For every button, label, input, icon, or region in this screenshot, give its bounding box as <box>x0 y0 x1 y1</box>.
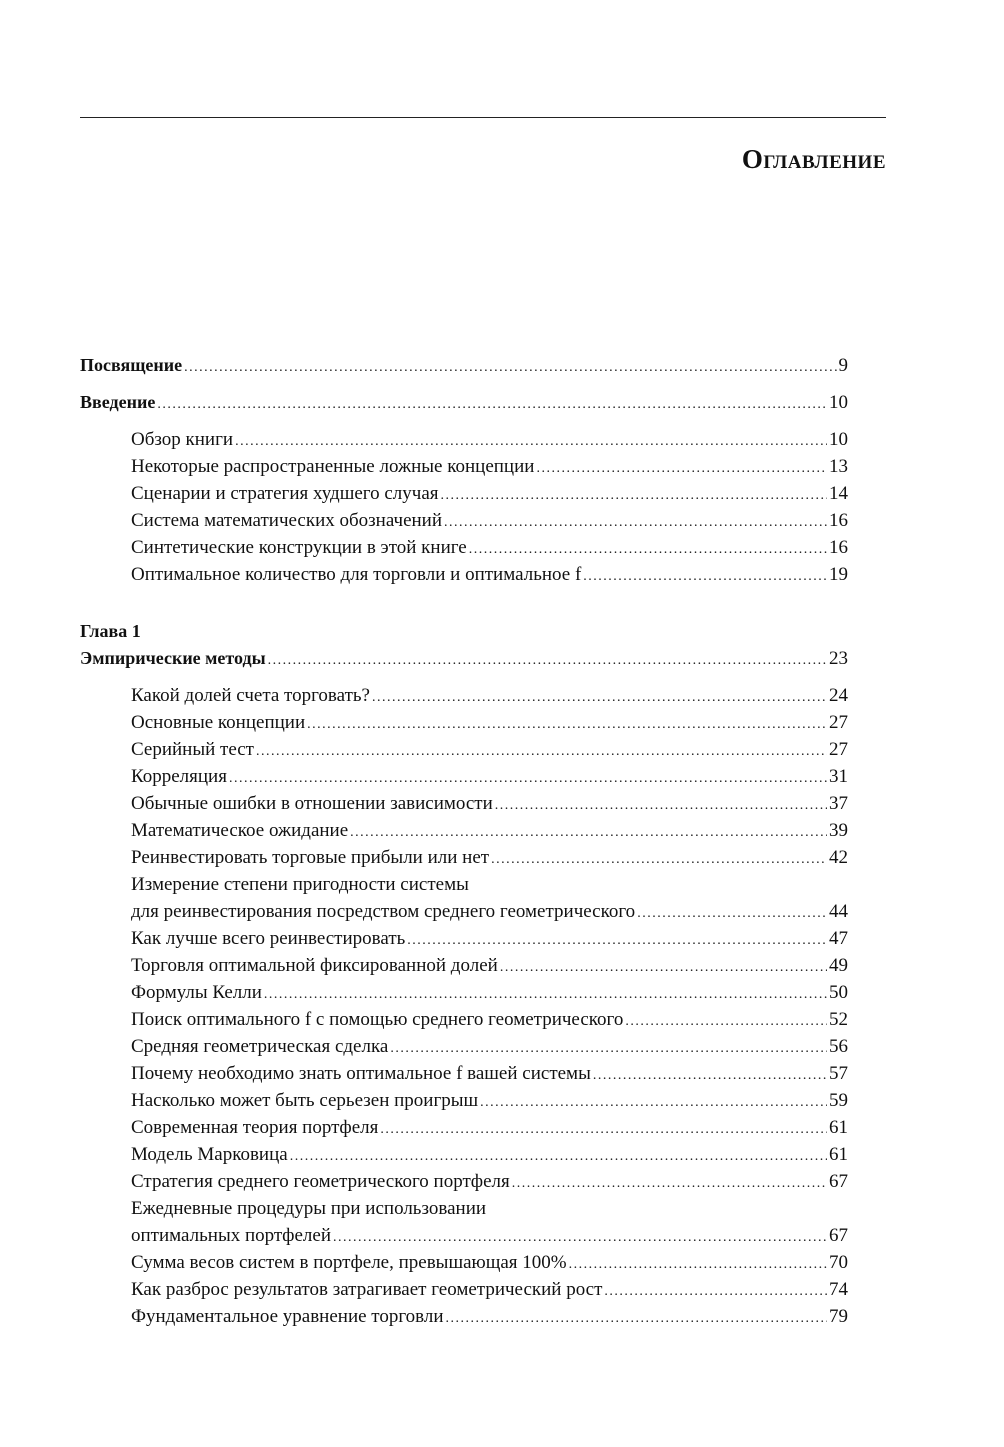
toc-entry-label: Как лучше всего реинвестировать <box>131 928 406 949</box>
toc-entry-label: Обзор книги <box>131 429 234 450</box>
toc-entry-label: Синтетические конструкции в этой книге <box>131 537 467 558</box>
toc-subentry[interactable] <box>80 1222 848 1249</box>
toc-leader-dots <box>380 1116 827 1143</box>
toc-entry-page: 49 <box>829 955 848 976</box>
toc-entry-label: Как разброс результатов затрагивает геометрический рост <box>131 1279 603 1300</box>
toc-entry-chapter-1[interactable] <box>80 645 848 672</box>
toc-entry-page: 61 <box>829 1117 848 1138</box>
toc-subentry[interactable] <box>80 1114 848 1141</box>
toc-subentry[interactable] <box>80 426 848 453</box>
toc-leader-dots <box>307 711 827 738</box>
toc-leader-dots <box>407 927 827 954</box>
toc-subentry[interactable] <box>80 898 848 925</box>
toc-entry-page: 10 <box>829 392 848 413</box>
toc-leader-dots <box>184 354 836 381</box>
toc-subentry[interactable] <box>80 480 848 507</box>
toc-entry-label: Введение <box>80 392 156 412</box>
toc-leader-dots <box>157 391 827 418</box>
toc-entry-page: 39 <box>829 820 848 841</box>
toc-subentry-line[interactable] <box>80 1195 848 1222</box>
toc-subentry[interactable] <box>80 1087 848 1114</box>
toc-entry-page: 13 <box>829 456 848 477</box>
toc-entry-page: 56 <box>829 1036 848 1057</box>
toc-entry-page: 61 <box>829 1144 848 1165</box>
toc-subentry[interactable] <box>80 1249 848 1276</box>
toc-leader-dots <box>372 684 827 711</box>
toc-subentry[interactable] <box>80 952 848 979</box>
toc-entry-dedication[interactable] <box>80 352 848 379</box>
toc-leader-dots <box>350 819 827 846</box>
toc-leader-dots <box>469 536 827 563</box>
toc-subentry[interactable] <box>80 709 848 736</box>
toc-entry-label: Торговля оптимальной фиксированной долей <box>131 955 498 976</box>
toc-entry-label: Математическое ожидание <box>131 820 349 841</box>
toc-leader-dots <box>264 981 827 1008</box>
toc-subentry[interactable] <box>80 453 848 480</box>
toc-entry-label: Фундаментальное уравнение торговли <box>131 1306 444 1327</box>
toc-entry-label: Ежедневные процедуры при использовании <box>131 1198 487 1219</box>
toc-leader-dots <box>583 563 827 590</box>
toc-entry-label: Формулы Келли <box>131 982 262 1003</box>
toc-leader-dots <box>491 846 827 873</box>
toc-leader-dots <box>480 1089 827 1116</box>
toc-entry-label: Некоторые распространенные ложные концепции <box>131 456 535 477</box>
toc-entry-page: 44 <box>829 901 848 922</box>
toc-entry-label: Современная теория портфеля <box>131 1117 379 1138</box>
toc-leader-dots <box>536 455 827 482</box>
toc-entry-page: 16 <box>829 510 848 531</box>
toc-entry-page: 50 <box>829 982 848 1003</box>
toc-subentry[interactable] <box>80 534 848 561</box>
toc-leader-dots <box>495 792 827 819</box>
page-title: Оглавление <box>741 144 886 174</box>
toc-subentry[interactable] <box>80 1033 848 1060</box>
toc-entry-page: 67 <box>829 1171 848 1192</box>
toc-leader-dots <box>268 647 827 674</box>
toc-subentry[interactable] <box>80 1006 848 1033</box>
toc-subentry-line[interactable] <box>80 871 848 898</box>
toc-entry-label: Модель Марковица <box>131 1144 288 1165</box>
table-of-contents <box>80 352 848 1330</box>
toc-leader-dots <box>604 1278 827 1305</box>
toc-subentry[interactable] <box>80 736 848 763</box>
toc-subentry[interactable] <box>80 979 848 1006</box>
toc-entry-label: Поиск оптимального f с помощью среднего геометрического <box>131 1009 624 1030</box>
toc-leader-dots <box>500 954 827 981</box>
toc-entry-label: Сумма весов систем в портфеле, превышающая 100% <box>131 1252 567 1273</box>
toc-leader-dots <box>637 900 827 927</box>
toc-subentry[interactable] <box>80 561 848 588</box>
top-rule <box>80 117 886 118</box>
toc-entry-label: Средняя геометрическая сделка <box>131 1036 389 1057</box>
toc-subentry[interactable] <box>80 925 848 952</box>
toc-entry-page: 9 <box>838 355 848 376</box>
toc-entry-page: 14 <box>829 483 848 504</box>
toc-entry-page: 42 <box>829 847 848 868</box>
toc-leader-dots <box>333 1224 827 1251</box>
toc-subentry[interactable] <box>80 682 848 709</box>
toc-entry-page: 67 <box>829 1225 848 1246</box>
toc-subentry[interactable] <box>80 817 848 844</box>
toc-entry-label: Корреляция <box>131 766 227 787</box>
toc-entry-label: Основные концепции <box>131 712 306 733</box>
toc-subentry[interactable] <box>80 1276 848 1303</box>
toc-entry-page: 57 <box>829 1063 848 1084</box>
toc-subentry[interactable] <box>80 844 848 871</box>
toc-entry-page: 19 <box>829 564 848 585</box>
toc-leader-dots <box>593 1062 827 1089</box>
toc-entry-label: Стратегия среднего геометрического портфеля <box>131 1171 510 1192</box>
chapter-number: Глава 1 <box>80 621 141 641</box>
toc-entry-label: Оптимальное количество для торговли и оптимальное f <box>131 564 582 585</box>
toc-entry-label: для реинвестирования посредством среднего геометрического <box>131 901 636 922</box>
toc-entry-page: 74 <box>829 1279 848 1300</box>
toc-leader-dots <box>290 1143 827 1170</box>
toc-entry-page: 10 <box>829 429 848 450</box>
toc-subentry[interactable] <box>80 507 848 534</box>
toc-leader-dots <box>390 1035 827 1062</box>
toc-entry-page: 16 <box>829 537 848 558</box>
toc-subentry[interactable] <box>80 1060 848 1087</box>
toc-entry-label: Измерение степени пригодности системы <box>131 874 469 895</box>
toc-leader-dots <box>441 482 828 509</box>
toc-subentry[interactable] <box>80 1168 848 1195</box>
toc-entry-label: Насколько может быть серьезен проигрыш <box>131 1090 479 1111</box>
intro-subsections <box>80 426 848 588</box>
toc-entry-page: 47 <box>829 928 848 949</box>
toc-entry-label: Реинвестировать торговые прибыли или нет <box>131 847 490 868</box>
toc-entry-page: 24 <box>829 685 848 706</box>
toc-subentry[interactable] <box>80 790 848 817</box>
toc-entry-page: 70 <box>829 1252 848 1273</box>
toc-entry-page: 52 <box>829 1009 848 1030</box>
toc-entry-page: 23 <box>829 648 848 669</box>
toc-leader-dots <box>625 1008 827 1035</box>
toc-entry-label: Серийный тест <box>131 739 254 760</box>
toc-entry-page: 31 <box>829 766 848 787</box>
toc-subentry[interactable] <box>80 1141 848 1168</box>
toc-entry-label: Система математических обозначений <box>131 510 443 531</box>
toc-entry-page: 37 <box>829 793 848 814</box>
toc-entry-page: 27 <box>829 739 848 760</box>
toc-leader-dots <box>229 765 827 792</box>
toc-entry-page: 79 <box>829 1306 848 1327</box>
toc-entry-introduction[interactable] <box>80 389 848 416</box>
toc-entry-label: Сценарии и стратегия худшего случая <box>131 483 439 504</box>
toc-entry-label: Посвящение <box>80 355 183 375</box>
toc-leader-dots <box>256 738 827 765</box>
toc-entry-page: 59 <box>829 1090 848 1111</box>
toc-entry-label: Эмпирические методы <box>80 648 266 668</box>
toc-leader-dots <box>512 1170 827 1197</box>
toc-entry-label: Какой долей счета торговать? <box>131 685 370 706</box>
toc-subentry[interactable] <box>80 1303 848 1330</box>
toc-entry-label: Обычные ошибки в отношении зависимости <box>131 793 493 814</box>
toc-leader-dots <box>444 509 827 536</box>
toc-entry-label: Почему необходимо знать оптимальное f вашей системы <box>131 1063 591 1084</box>
toc-leader-dots <box>446 1305 827 1332</box>
toc-leader-dots <box>235 428 827 455</box>
toc-entry-label: оптимальных портфелей <box>131 1225 332 1246</box>
toc-leader-dots <box>569 1251 827 1278</box>
toc-subentry[interactable] <box>80 763 848 790</box>
chapter-1-subsections <box>80 682 848 1330</box>
toc-entry-page: 27 <box>829 712 848 733</box>
